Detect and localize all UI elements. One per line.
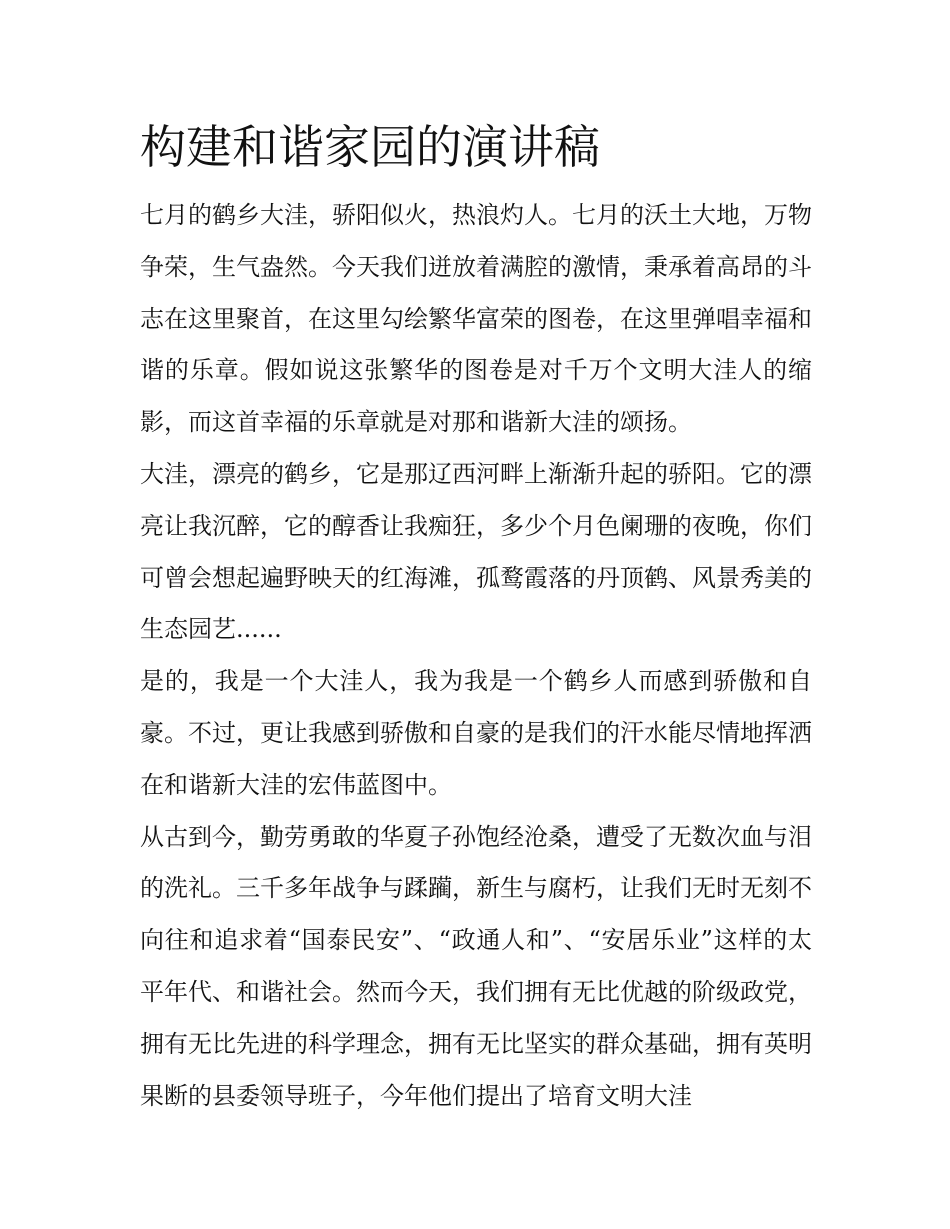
document-page — [140, 112, 812, 1122]
document-title: 构建和谐家园的演讲稿 — [140, 120, 600, 174]
paragraph-1: 七月的鹤乡大洼，骄阳似火，热浪灼人。七月的沃土大地，万物争荣，生气盎然。今天我们迸放着满腔的激情，秉承着高昂的斗志在这里聚首，在这里勾绘繁华富荣的图卷，在这里弹唱幸福和谐的乐章。假如说这张繁华的图卷是对千万个文明大洼人的缩影，而这首幸福的乐章就是对那和谐新大洼的颂扬。 — [140, 201, 812, 437]
paragraph-3: 是的，我是一个大洼人，我为我是一个鹤乡人而感到骄傲和自豪。不过，更让我感到骄傲和自豪的是我们的汗水能尽情地挥洒在和谐新大洼的宏伟蓝图中。 — [140, 667, 812, 799]
paragraph-2: 大洼，漂亮的鹤乡，它是那辽西河畔上渐渐升起的骄阳。它的漂亮让我沉醉，它的醇香让我痴狂，多少个月色阑珊的夜晚，你们可曾会想起遍野映天的红海滩，孤鹜霞落的丹顶鹤、风景秀美的生态园艺...... — [140, 459, 812, 644]
paragraph-4: 从古到今，勤劳勇敢的华夏子孙饱经沧桑，遭受了无数次血与泪的洗礼。三千多年战争与蹂躏，新生与腐朽，让我们无时无刻不向往和追求着“国泰民安”、“政通人和”、“安居乐业”这样的太平年代、和谐社会。然而今天，我们拥有无比优越的阶级政党，拥有无比先进的科学理念，拥有无比坚实的群众基础，拥有英明果断的县委领导班子，今年他们提出了培育文明大洼 — [140, 822, 812, 1110]
